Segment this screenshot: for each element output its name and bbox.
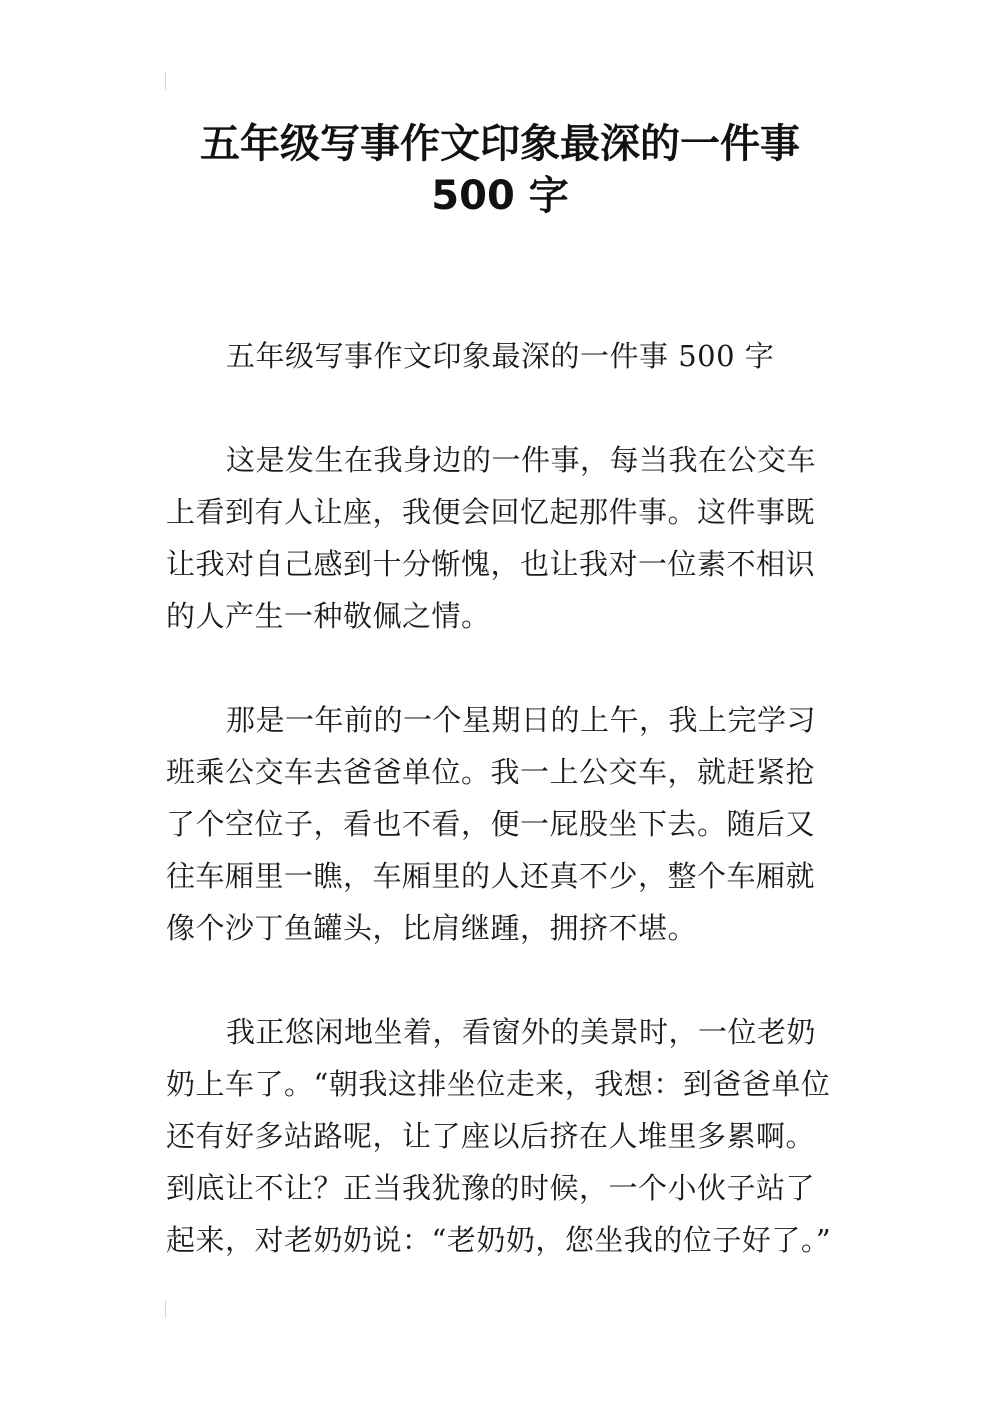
paragraph-2: 那是一年前的一个星期日的上午，我上完学习班乘公交车去爸爸单位。我一上公交车，就赶紧抢了个空位子，看也不看，便一屁股坐下去。随后又往车厢里一瞧，车厢里的人还真不少，整个车厢就像个沙丁鱼罐头，比肩继踵，拥挤不堪。 xyxy=(166,703,817,945)
margin-marker-bottom xyxy=(165,1300,166,1318)
title-line-1: 五年级写事作文印象最深的一件事 xyxy=(200,121,800,167)
document-subtitle: 五年级写事作文印象最深的一件事 500 字 xyxy=(226,339,775,373)
document-title xyxy=(150,118,850,222)
paragraph-1: 这是发生在我身边的一件事，每当我在公交车上看到有人让座，我便会回忆起那件事。这件事既让我对自己感到十分惭愧，也让我对一位素不相识的人产生一种敬佩之情。 xyxy=(166,443,817,633)
document-body xyxy=(166,330,836,1266)
paragraph-3: 我正悠闲地坐着，看窗外的美景时，一位老奶奶上车了。“朝我这排坐位走来，我想：到爸爸单位还有好多站路呢，让了座以后挤在人堆里多累啊。到底让不让？正当我犹豫的时候，一个小伙子站了起来，对老奶奶说：“老奶奶，您坐我的位子好了。” xyxy=(166,1015,832,1257)
title-line-2: 500 字 xyxy=(431,173,569,219)
margin-marker-top xyxy=(165,72,166,90)
